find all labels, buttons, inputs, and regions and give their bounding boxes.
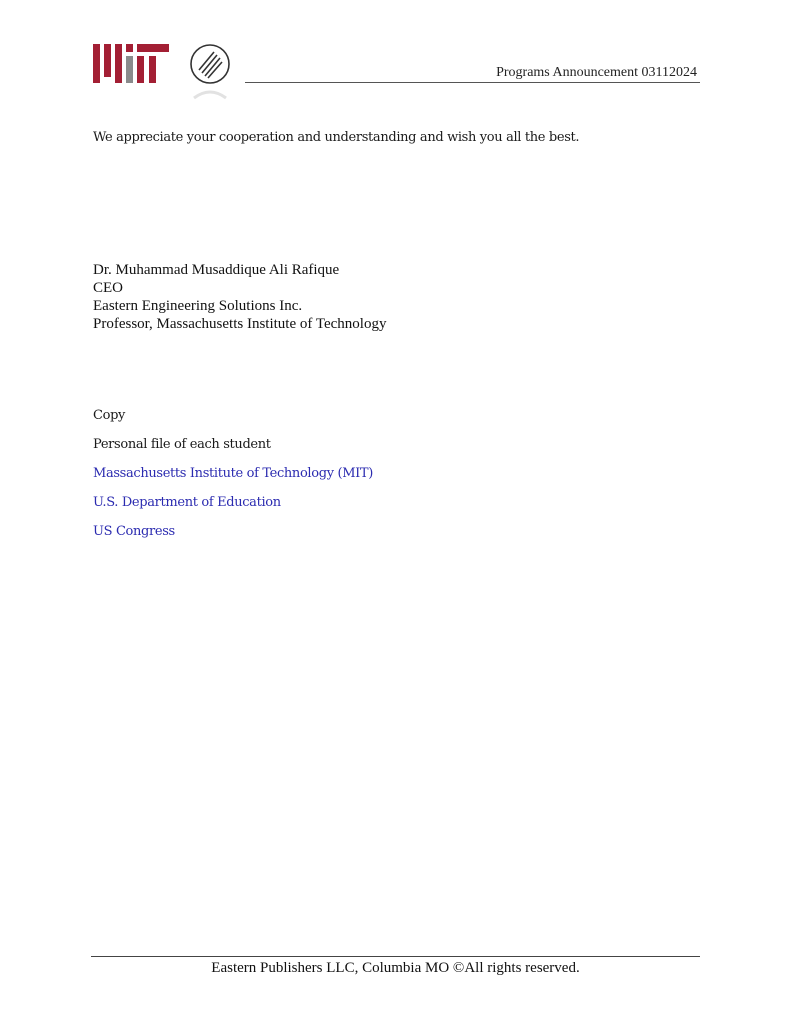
seal-icon bbox=[186, 40, 234, 100]
signatory-name: Dr. Muhammad Musaddique Ali Rafique bbox=[93, 262, 340, 278]
copy-heading: Copy bbox=[93, 408, 126, 423]
announcement-number: Programs Announcement 03112024 bbox=[496, 65, 697, 80]
signatory-title: CEO bbox=[93, 280, 123, 296]
signature-block bbox=[93, 261, 386, 333]
copy-list bbox=[93, 407, 373, 552]
copy-recipient-congress-link[interactable]: US Congress bbox=[93, 524, 175, 539]
copy-recipient-mit-link[interactable]: Massachusetts Institute of Technology (MIT) bbox=[93, 466, 373, 481]
copy-recipient-education-link[interactable]: U.S. Department of Education bbox=[93, 495, 281, 510]
signatory-affiliation: Professor, Massachusetts Institute of Technology bbox=[93, 316, 387, 332]
footer-divider bbox=[91, 956, 700, 957]
footer-copyright: Eastern Publishers LLC, Columbia MO ©All rights reserved. bbox=[211, 960, 580, 976]
header-divider bbox=[245, 82, 700, 83]
closing-paragraph: We appreciate your cooperation and understanding and wish you all the best. bbox=[93, 130, 580, 145]
copy-recipient-personal-file: Personal file of each student bbox=[93, 437, 271, 452]
mit-logo bbox=[93, 44, 169, 83]
signatory-company: Eastern Engineering Solutions Inc. bbox=[93, 298, 303, 314]
